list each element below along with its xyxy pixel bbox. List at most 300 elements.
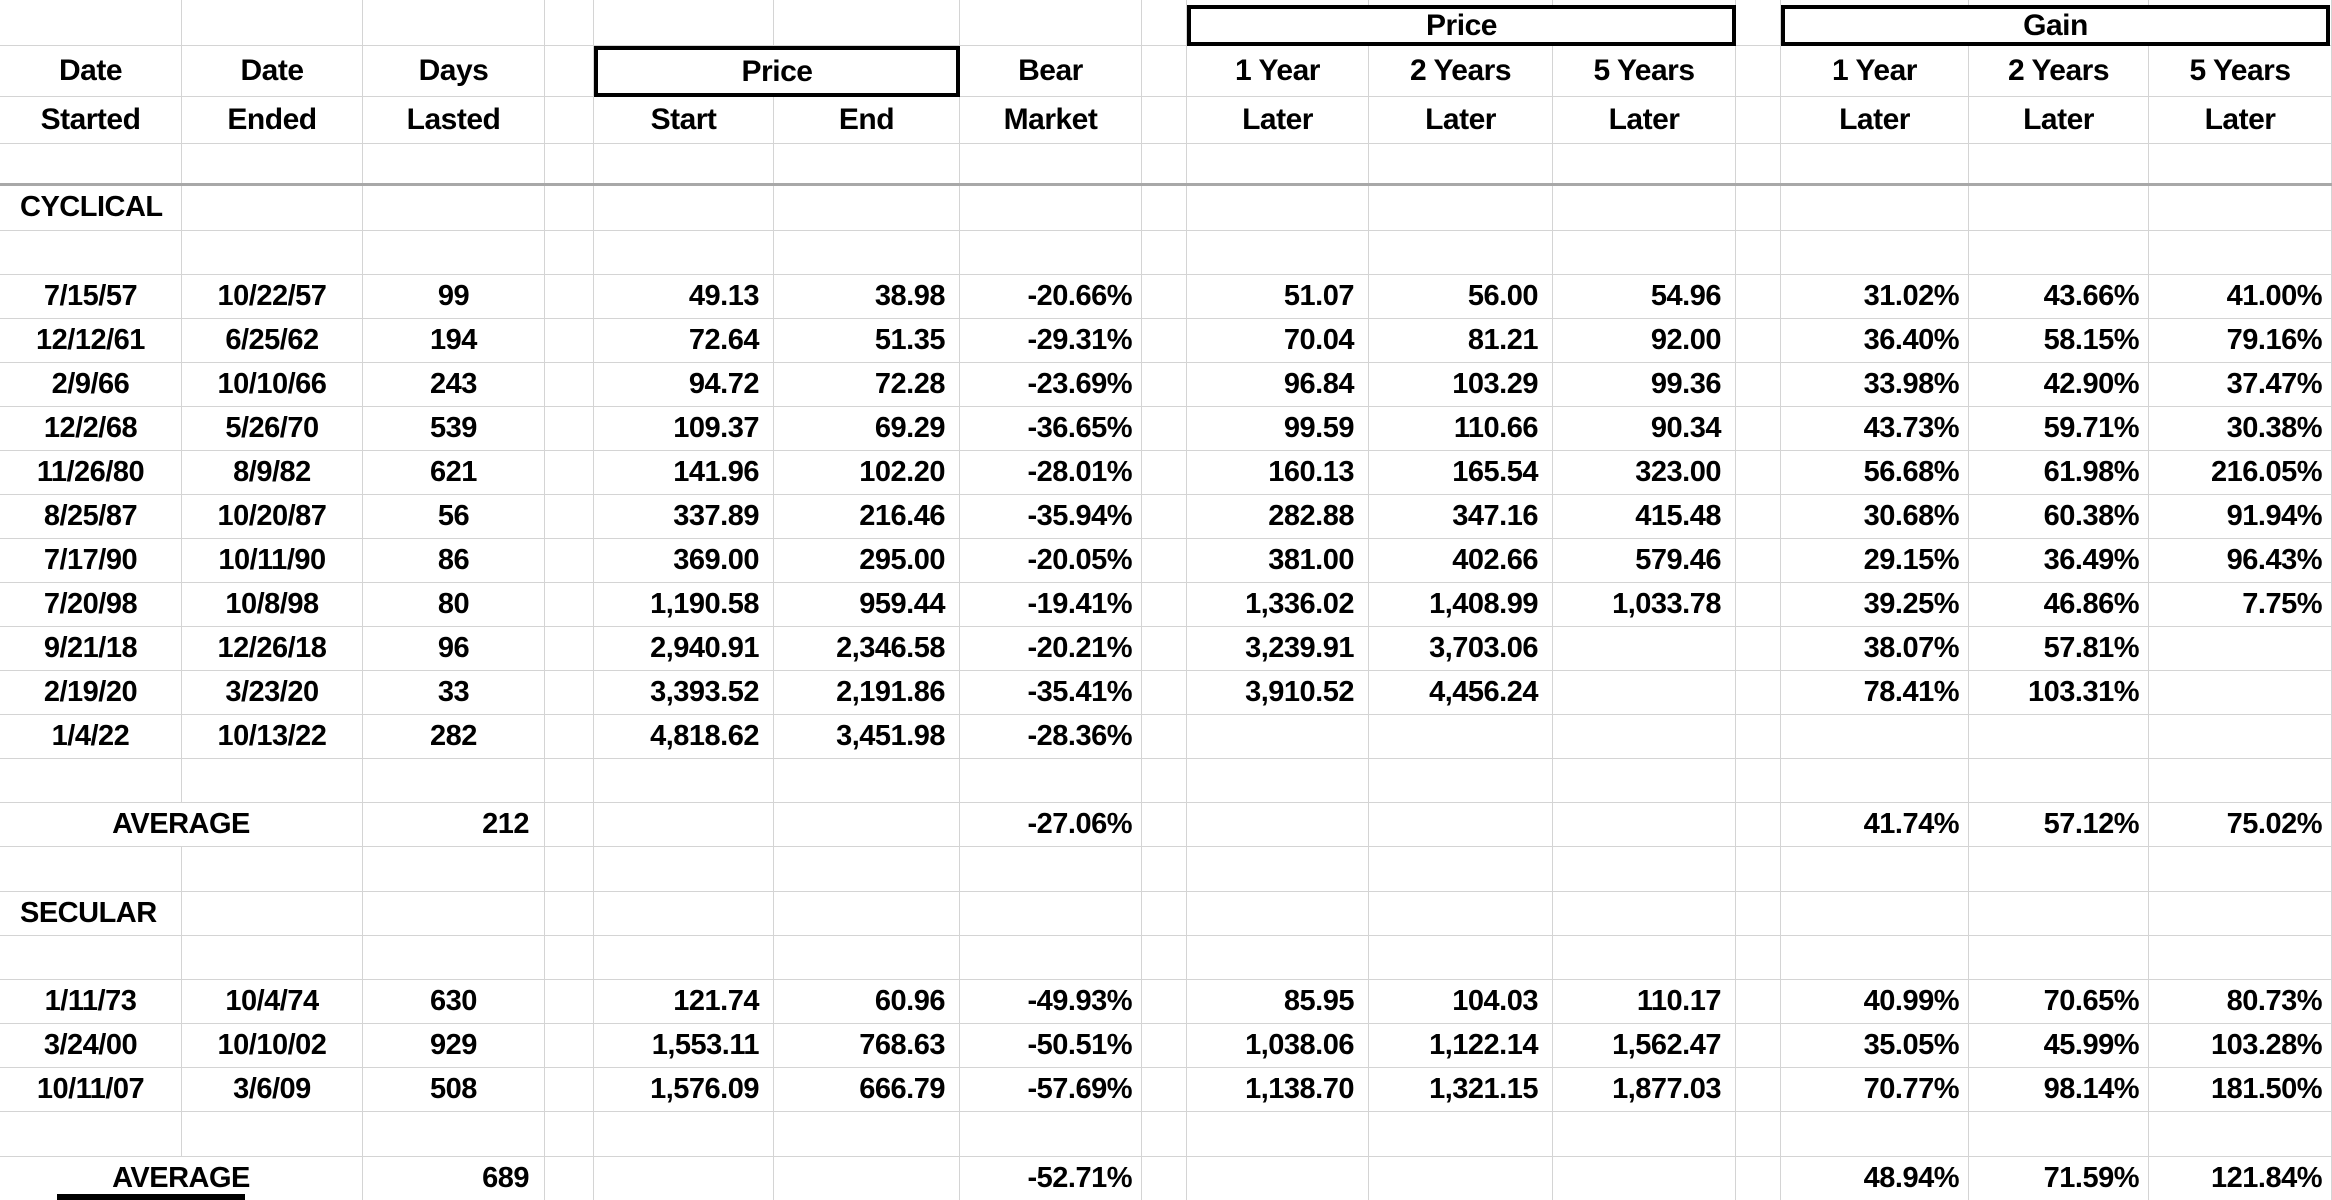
gain-1y-later-cell[interactable] — [1781, 847, 1969, 892]
date-ended-cell[interactable] — [182, 0, 363, 46]
bear-market-cell[interactable]: -20.05% — [960, 539, 1142, 583]
price-end-cell[interactable] — [774, 892, 960, 936]
gain-5y-later-cell[interactable]: 80.73% — [2149, 980, 2332, 1024]
days-lasted-cell[interactable]: 508 — [363, 1068, 545, 1112]
price-2y-later-cell[interactable]: 56.00 — [1369, 275, 1553, 319]
price-5y-later-cell[interactable] — [1553, 144, 1736, 185]
price-1y-later-cell[interactable]: 160.13 — [1187, 451, 1369, 495]
date-ended-cell[interactable] — [182, 144, 363, 185]
price-start-cell[interactable]: 3,393.52 — [594, 671, 774, 715]
price-1y-later-cell[interactable] — [1187, 892, 1369, 936]
price-5y-later-cell[interactable] — [1553, 627, 1736, 671]
price-1y-later-cell[interactable]: 1,138.70 — [1187, 1068, 1369, 1112]
date-ended-cell[interactable]: 10/11/90 — [182, 539, 363, 583]
spacer-a-cell[interactable] — [545, 759, 594, 803]
days-lasted-header-cell[interactable]: Lasted — [363, 97, 545, 144]
price-5y-later-cell[interactable]: 579.46 — [1553, 539, 1736, 583]
date-started-cell[interactable] — [0, 0, 182, 46]
price-end-cell[interactable]: 3,451.98 — [774, 715, 960, 759]
date-ended-cell[interactable] — [182, 759, 363, 803]
spacer-a-cell[interactable] — [545, 980, 594, 1024]
price-5y-later-header-cell[interactable]: 5 Years — [1553, 46, 1736, 97]
gain-2y-later-cell[interactable]: 71.59% — [1969, 1157, 2149, 1200]
price-end-cell[interactable] — [774, 231, 960, 275]
days-lasted-cell[interactable]: 99 — [363, 275, 545, 319]
price-1y-later-cell[interactable]: 1,336.02 — [1187, 583, 1369, 627]
spacer-a-cell[interactable] — [545, 451, 594, 495]
price-2y-later-cell[interactable] — [1369, 803, 1553, 847]
price-1y-later-cell[interactable] — [1187, 936, 1369, 980]
date-ended-cell[interactable] — [182, 231, 363, 275]
price-5y-later-cell[interactable]: 1,562.47 — [1553, 1024, 1736, 1068]
spacer-a-cell[interactable] — [545, 1068, 594, 1112]
price-start-cell[interactable]: 49.13 — [594, 275, 774, 319]
gain-5y-later-cell[interactable] — [2149, 671, 2332, 715]
date-ended-cell[interactable]: 5/26/70 — [182, 407, 363, 451]
gain-5y-later-cell[interactable] — [2149, 1112, 2332, 1157]
bear-market-cell[interactable] — [960, 847, 1142, 892]
gain-2y-later-cell[interactable]: 43.66% — [1969, 275, 2149, 319]
spacer-c-cell[interactable] — [1736, 0, 1781, 46]
gain-1y-later-cell[interactable]: 43.73% — [1781, 407, 1969, 451]
bear-market-cell[interactable] — [960, 0, 1142, 46]
gain-2y-later-cell[interactable] — [1969, 185, 2149, 231]
price-1y-later-cell[interactable]: 282.88 — [1187, 495, 1369, 539]
date-started-cell[interactable] — [0, 144, 182, 185]
date-started-cell[interactable]: 12/2/68 — [0, 407, 182, 451]
gain-1y-later-cell[interactable] — [1781, 892, 1969, 936]
price-5y-later-cell[interactable] — [1553, 759, 1736, 803]
bear-market-cell[interactable]: -28.36% — [960, 715, 1142, 759]
bear-market-cell[interactable] — [960, 936, 1142, 980]
price-2y-later-cell[interactable] — [1369, 185, 1553, 231]
date-ended-cell[interactable] — [182, 892, 363, 936]
spacer-b-cell[interactable] — [1142, 1157, 1187, 1200]
date-started-cell[interactable]: 7/15/57 — [0, 275, 182, 319]
price-5y-later-cell[interactable] — [1553, 231, 1736, 275]
gain-1y-later-cell[interactable]: 30.68% — [1781, 495, 1969, 539]
price-start-cell[interactable]: 94.72 — [594, 363, 774, 407]
price-end-cell[interactable] — [774, 759, 960, 803]
gain-1y-later-cell[interactable]: 38.07% — [1781, 627, 1969, 671]
bear-market-cell[interactable] — [960, 185, 1142, 231]
price-end-cell[interactable]: 959.44 — [774, 583, 960, 627]
gain-1y-later-cell[interactable]: 33.98% — [1781, 363, 1969, 407]
gain-1y-later-header-cell[interactable]: Later — [1781, 97, 1969, 144]
spacer-b-cell[interactable] — [1142, 892, 1187, 936]
date-started-cell[interactable]: 3/24/00 — [0, 1024, 182, 1068]
gain-1y-later-cell[interactable]: 56.68% — [1781, 451, 1969, 495]
days-lasted-cell[interactable] — [363, 144, 545, 185]
price-5y-later-cell[interactable]: 415.48 — [1553, 495, 1736, 539]
gain-2y-later-cell[interactable]: 36.49% — [1969, 539, 2149, 583]
date-started-cell[interactable]: 12/12/61 — [0, 319, 182, 363]
gain-1y-later-cell[interactable]: 31.02% — [1781, 275, 1969, 319]
gain-5y-later-cell[interactable] — [2149, 185, 2332, 231]
date-ended-cell[interactable]: 3/6/09 — [182, 1068, 363, 1112]
date-started-cell[interactable]: 1/4/22 — [0, 715, 182, 759]
gain-2y-later-cell[interactable]: 103.31% — [1969, 671, 2149, 715]
price-end-cell[interactable]: 216.46 — [774, 495, 960, 539]
days-lasted-cell[interactable] — [363, 185, 545, 231]
gain-2y-later-cell[interactable]: 58.15% — [1969, 319, 2149, 363]
gain-2y-later-cell[interactable] — [1969, 1112, 2149, 1157]
spacer-a-cell[interactable] — [545, 539, 594, 583]
date-started-cell[interactable]: 8/25/87 — [0, 495, 182, 539]
price-1y-later-header-cell[interactable]: 1 Year — [1187, 46, 1369, 97]
price-1y-later-cell[interactable]: 3,910.52 — [1187, 671, 1369, 715]
gain-1y-later-cell[interactable]: 70.77% — [1781, 1068, 1969, 1112]
gain-5y-later-cell[interactable]: 75.02% — [2149, 803, 2332, 847]
bear-market-cell[interactable]: -20.21% — [960, 627, 1142, 671]
date-ended-cell[interactable]: 10/10/02 — [182, 1024, 363, 1068]
spacer-c-cell[interactable] — [1736, 407, 1781, 451]
gain-2y-later-cell[interactable] — [1969, 936, 2149, 980]
spacer-c-cell[interactable] — [1736, 539, 1781, 583]
date-ended-cell[interactable]: 10/22/57 — [182, 275, 363, 319]
date-started-cell[interactable] — [0, 759, 182, 803]
price-2y-later-header-cell[interactable]: 2 Years — [1369, 46, 1553, 97]
price-end-cell[interactable] — [774, 1157, 960, 1200]
gain-1y-later-cell[interactable] — [1781, 1112, 1969, 1157]
date-started-cell[interactable]: 11/26/80 — [0, 451, 182, 495]
bear-market-header-cell[interactable]: Bear — [960, 46, 1142, 97]
days-lasted-cell[interactable]: 212 — [363, 803, 545, 847]
price-start-cell[interactable] — [594, 185, 774, 231]
spacer-b-cell[interactable] — [1142, 275, 1187, 319]
price-start-cell[interactable] — [594, 936, 774, 980]
price-2y-later-cell[interactable] — [1369, 715, 1553, 759]
price-5y-later-cell[interactable] — [1553, 715, 1736, 759]
price-start-cell[interactable]: 1,553.11 — [594, 1024, 774, 1068]
gain-1y-later-cell[interactable]: 48.94% — [1781, 1157, 1969, 1200]
spacer-b-cell[interactable] — [1142, 451, 1187, 495]
date-ended-cell[interactable]: 8/9/82 — [182, 451, 363, 495]
price-5y-later-cell[interactable] — [1553, 936, 1736, 980]
spacer-a-cell[interactable] — [545, 715, 594, 759]
price-2y-later-cell[interactable]: 165.54 — [1369, 451, 1553, 495]
spacer-c-cell[interactable] — [1736, 319, 1781, 363]
spacer-a-cell[interactable] — [545, 892, 594, 936]
spacer-b-cell[interactable] — [1142, 144, 1187, 185]
price-5y-later-cell[interactable]: 1,877.03 — [1553, 1068, 1736, 1112]
spacer-a-cell[interactable] — [545, 363, 594, 407]
spacer-c-cell[interactable] — [1736, 1112, 1781, 1157]
spacer-c-cell[interactable] — [1736, 892, 1781, 936]
price-5y-later-cell[interactable]: 110.17 — [1553, 980, 1736, 1024]
spacer-c-header-cell[interactable] — [1736, 97, 1781, 144]
spacer-c-cell[interactable] — [1736, 583, 1781, 627]
spacer-c-cell[interactable] — [1736, 936, 1781, 980]
price-5y-later-cell[interactable] — [1553, 803, 1736, 847]
gain-2y-later-header-cell[interactable]: Later — [1969, 97, 2149, 144]
days-lasted-cell[interactable] — [363, 936, 545, 980]
price-5y-later-header-cell[interactable]: Later — [1553, 97, 1736, 144]
days-lasted-cell[interactable] — [363, 847, 545, 892]
gain-5y-later-cell[interactable]: 103.28% — [2149, 1024, 2332, 1068]
gain-1y-later-cell[interactable]: 36.40% — [1781, 319, 1969, 363]
gain-1y-later-cell[interactable] — [1781, 144, 1969, 185]
gain-1y-later-cell[interactable] — [1781, 715, 1969, 759]
gain-5y-later-cell[interactable] — [2149, 715, 2332, 759]
gain-2y-later-cell[interactable]: 70.65% — [1969, 980, 2149, 1024]
price-5y-later-cell[interactable] — [1553, 185, 1736, 231]
price-1y-later-cell[interactable]: 51.07 — [1187, 275, 1369, 319]
bear-market-cell[interactable]: -23.69% — [960, 363, 1142, 407]
days-lasted-cell[interactable]: 56 — [363, 495, 545, 539]
bear-market-cell[interactable]: -36.65% — [960, 407, 1142, 451]
spacer-b-cell[interactable] — [1142, 847, 1187, 892]
spacer-b-cell[interactable] — [1142, 185, 1187, 231]
gain-1y-later-cell[interactable]: 29.15% — [1781, 539, 1969, 583]
price-end-cell[interactable]: 69.29 — [774, 407, 960, 451]
gain-5y-later-cell[interactable] — [2149, 231, 2332, 275]
days-lasted-cell[interactable]: 621 — [363, 451, 545, 495]
spacer-c-cell[interactable] — [1736, 847, 1781, 892]
price-start-cell[interactable]: 4,818.62 — [594, 715, 774, 759]
spacer-c-cell[interactable] — [1736, 275, 1781, 319]
price-end-cell[interactable] — [774, 936, 960, 980]
date-started-cell[interactable] — [0, 1112, 182, 1157]
price-1y-later-cell[interactable] — [1187, 144, 1369, 185]
gain-2y-later-header-cell[interactable]: 2 Years — [1969, 46, 2149, 97]
price-2y-later-cell[interactable]: 4,456.24 — [1369, 671, 1553, 715]
spacer-c-header-cell[interactable] — [1736, 46, 1781, 97]
spacer-c-cell[interactable] — [1736, 185, 1781, 231]
date-started-cell[interactable]: 1/11/73 — [0, 980, 182, 1024]
days-lasted-cell[interactable]: 80 — [363, 583, 545, 627]
gain-2y-later-cell[interactable]: 46.86% — [1969, 583, 2149, 627]
gain-2y-later-cell[interactable] — [1969, 715, 2149, 759]
gain-5y-later-cell[interactable]: 30.38% — [2149, 407, 2332, 451]
spacer-a-cell[interactable] — [545, 1157, 594, 1200]
days-lasted-cell[interactable]: 96 — [363, 627, 545, 671]
spacer-a-header-cell[interactable] — [545, 97, 594, 144]
spacer-b-cell[interactable] — [1142, 1024, 1187, 1068]
gain-5y-later-cell[interactable]: 96.43% — [2149, 539, 2332, 583]
days-lasted-cell[interactable]: 194 — [363, 319, 545, 363]
days-lasted-cell[interactable] — [363, 231, 545, 275]
price-2y-later-cell[interactable] — [1369, 892, 1553, 936]
spacer-a-cell[interactable] — [545, 1112, 594, 1157]
price-2y-later-cell[interactable] — [1369, 759, 1553, 803]
date-ended-cell[interactable]: 10/4/74 — [182, 980, 363, 1024]
bear-market-cell[interactable] — [960, 892, 1142, 936]
date-started-cell[interactable]: 9/21/18 — [0, 627, 182, 671]
price-5y-later-cell[interactable]: 92.00 — [1553, 319, 1736, 363]
gain-2y-later-cell[interactable]: 98.14% — [1969, 1068, 2149, 1112]
section-label[interactable]: SECULAR — [0, 892, 182, 936]
price-2y-later-cell[interactable]: 110.66 — [1369, 407, 1553, 451]
gain-2y-later-cell[interactable] — [1969, 892, 2149, 936]
spacer-a-cell[interactable] — [545, 144, 594, 185]
price-start-cell[interactable]: 1,576.09 — [594, 1068, 774, 1112]
days-lasted-cell[interactable]: 282 — [363, 715, 545, 759]
spacer-b-cell[interactable] — [1142, 495, 1187, 539]
days-lasted-header-cell[interactable]: Days — [363, 46, 545, 97]
spacer-a-cell[interactable] — [545, 847, 594, 892]
gain-1y-later-cell[interactable] — [1781, 936, 1969, 980]
gain-2y-later-cell[interactable]: 57.81% — [1969, 627, 2149, 671]
date-ended-cell[interactable]: 10/13/22 — [182, 715, 363, 759]
average-label[interactable]: AVERAGE — [0, 1157, 363, 1200]
price-end-cell[interactable] — [774, 185, 960, 231]
bear-market-cell[interactable]: -35.41% — [960, 671, 1142, 715]
spacer-c-cell[interactable] — [1736, 144, 1781, 185]
gain-2y-later-cell[interactable] — [1969, 759, 2149, 803]
bear-market-cell[interactable]: -49.93% — [960, 980, 1142, 1024]
gain-5y-later-cell[interactable]: 216.05% — [2149, 451, 2332, 495]
gain-2y-later-cell[interactable]: 60.38% — [1969, 495, 2149, 539]
price-start-cell[interactable]: 2,940.91 — [594, 627, 774, 671]
price-2y-later-header-cell[interactable]: Later — [1369, 97, 1553, 144]
bear-market-cell[interactable]: -27.06% — [960, 803, 1142, 847]
price-end-cell[interactable]: 2,346.58 — [774, 627, 960, 671]
price-end-cell[interactable]: 51.35 — [774, 319, 960, 363]
price-1y-later-cell[interactable]: 1,038.06 — [1187, 1024, 1369, 1068]
gain-1y-later-cell[interactable]: 35.05% — [1781, 1024, 1969, 1068]
spacer-a-cell[interactable] — [545, 407, 594, 451]
days-lasted-cell[interactable]: 929 — [363, 1024, 545, 1068]
spacer-c-cell[interactable] — [1736, 803, 1781, 847]
date-started-cell[interactable]: 2/19/20 — [0, 671, 182, 715]
gain-5y-later-cell[interactable] — [2149, 759, 2332, 803]
price-end-cell[interactable]: 72.28 — [774, 363, 960, 407]
price-end-cell[interactable]: 2,191.86 — [774, 671, 960, 715]
price-start-cell[interactable] — [594, 144, 774, 185]
gain-1y-later-cell[interactable] — [1781, 185, 1969, 231]
spacer-b-cell[interactable] — [1142, 715, 1187, 759]
price-2y-later-cell[interactable]: 81.21 — [1369, 319, 1553, 363]
spacer-a-cell[interactable] — [545, 627, 594, 671]
price-2y-later-cell[interactable] — [1369, 936, 1553, 980]
spacer-b-cell[interactable] — [1142, 539, 1187, 583]
price-start-cell[interactable]: 141.96 — [594, 451, 774, 495]
gain-5y-later-cell[interactable] — [2149, 936, 2332, 980]
price-start-end-group-box[interactable] — [594, 46, 960, 97]
date-ended-cell[interactable]: 10/20/87 — [182, 495, 363, 539]
spacer-b-cell[interactable] — [1142, 1112, 1187, 1157]
price-later-group-box[interactable] — [1187, 5, 1736, 46]
spacer-a-cell[interactable] — [545, 319, 594, 363]
gain-5y-later-cell[interactable]: 37.47% — [2149, 363, 2332, 407]
date-started-cell[interactable]: 7/20/98 — [0, 583, 182, 627]
price-start-cell[interactable]: 369.00 — [594, 539, 774, 583]
price-1y-later-cell[interactable]: 70.04 — [1187, 319, 1369, 363]
price-5y-later-cell[interactable] — [1553, 1157, 1736, 1200]
date-ended-cell[interactable] — [182, 1112, 363, 1157]
price-1y-later-cell[interactable] — [1187, 759, 1369, 803]
gain-1y-later-cell[interactable] — [1781, 231, 1969, 275]
spacer-b-cell[interactable] — [1142, 759, 1187, 803]
gain-5y-later-cell[interactable] — [2149, 892, 2332, 936]
price-2y-later-cell[interactable]: 402.66 — [1369, 539, 1553, 583]
spacer-c-cell[interactable] — [1736, 627, 1781, 671]
price-end-cell[interactable]: 102.20 — [774, 451, 960, 495]
gain-1y-later-cell[interactable]: 41.74% — [1781, 803, 1969, 847]
spacer-a-cell[interactable] — [545, 231, 594, 275]
price-end-cell[interactable]: 38.98 — [774, 275, 960, 319]
date-ended-cell[interactable]: 6/25/62 — [182, 319, 363, 363]
price-5y-later-cell[interactable] — [1553, 1112, 1736, 1157]
spacer-b-cell[interactable] — [1142, 803, 1187, 847]
price-1y-later-cell[interactable] — [1187, 847, 1369, 892]
price-1y-later-cell[interactable] — [1187, 1157, 1369, 1200]
spacer-b-cell[interactable] — [1142, 231, 1187, 275]
bear-market-cell[interactable]: -52.71% — [960, 1157, 1142, 1200]
gain-5y-later-cell[interactable]: 79.16% — [2149, 319, 2332, 363]
gain-1y-later-cell[interactable]: 40.99% — [1781, 980, 1969, 1024]
bear-market-cell[interactable]: -28.01% — [960, 451, 1142, 495]
date-ended-header-cell[interactable]: Ended — [182, 97, 363, 144]
price-5y-later-cell[interactable] — [1553, 847, 1736, 892]
price-end-cell[interactable] — [774, 803, 960, 847]
spacer-a-header-cell[interactable] — [545, 46, 594, 97]
price-5y-later-cell[interactable]: 1,033.78 — [1553, 583, 1736, 627]
price-1y-later-cell[interactable] — [1187, 715, 1369, 759]
spacer-b-cell[interactable] — [1142, 671, 1187, 715]
gain-5y-later-cell[interactable]: 181.50% — [2149, 1068, 2332, 1112]
price-2y-later-cell[interactable]: 3,703.06 — [1369, 627, 1553, 671]
gain-5y-later-cell[interactable]: 91.94% — [2149, 495, 2332, 539]
price-end-cell[interactable] — [774, 847, 960, 892]
date-started-cell[interactable] — [0, 231, 182, 275]
date-ended-cell[interactable]: 10/8/98 — [182, 583, 363, 627]
gain-5y-later-header-cell[interactable]: 5 Years — [2149, 46, 2332, 97]
price-end-cell[interactable]: 666.79 — [774, 1068, 960, 1112]
gain-5y-later-header-cell[interactable]: Later — [2149, 97, 2332, 144]
days-lasted-cell[interactable]: 539 — [363, 407, 545, 451]
price-start-cell[interactable]: 109.37 — [594, 407, 774, 451]
bear-market-cell[interactable]: -29.31% — [960, 319, 1142, 363]
price-2y-later-cell[interactable] — [1369, 1157, 1553, 1200]
gain-1y-later-cell[interactable]: 39.25% — [1781, 583, 1969, 627]
date-started-cell[interactable]: 7/17/90 — [0, 539, 182, 583]
spacer-c-cell[interactable] — [1736, 1157, 1781, 1200]
bear-market-cell[interactable] — [960, 1112, 1142, 1157]
price-5y-later-cell[interactable]: 90.34 — [1553, 407, 1736, 451]
price-2y-later-cell[interactable] — [1369, 847, 1553, 892]
bear-market-cell[interactable] — [960, 231, 1142, 275]
days-lasted-cell[interactable]: 86 — [363, 539, 545, 583]
spacer-b-header-cell[interactable] — [1142, 97, 1187, 144]
price-1y-later-cell[interactable] — [1187, 803, 1369, 847]
spacer-b-header-cell[interactable] — [1142, 46, 1187, 97]
days-lasted-cell[interactable] — [363, 759, 545, 803]
spacer-a-cell[interactable] — [545, 185, 594, 231]
spacer-b-cell[interactable] — [1142, 319, 1187, 363]
gain-5y-later-cell[interactable] — [2149, 144, 2332, 185]
price-end-header-cell[interactable]: End — [774, 97, 960, 144]
price-start-header-cell[interactable]: Start — [594, 97, 774, 144]
bear-market-cell[interactable]: -35.94% — [960, 495, 1142, 539]
gain-2y-later-cell[interactable]: 59.71% — [1969, 407, 2149, 451]
gain-5y-later-cell[interactable]: 7.75% — [2149, 583, 2332, 627]
price-1y-later-cell[interactable] — [1187, 1112, 1369, 1157]
days-lasted-cell[interactable] — [363, 0, 545, 46]
spacer-b-cell[interactable] — [1142, 936, 1187, 980]
date-ended-cell[interactable] — [182, 936, 363, 980]
gain-2y-later-cell[interactable]: 42.90% — [1969, 363, 2149, 407]
gain-2y-later-cell[interactable] — [1969, 144, 2149, 185]
bear-market-cell[interactable]: -20.66% — [960, 275, 1142, 319]
spacer-c-cell[interactable] — [1736, 671, 1781, 715]
gain-2y-later-cell[interactable]: 45.99% — [1969, 1024, 2149, 1068]
price-start-cell[interactable]: 121.74 — [594, 980, 774, 1024]
gain-5y-later-cell[interactable] — [2149, 627, 2332, 671]
gain-group-box[interactable] — [1781, 5, 2330, 46]
price-start-cell[interactable] — [594, 0, 774, 46]
